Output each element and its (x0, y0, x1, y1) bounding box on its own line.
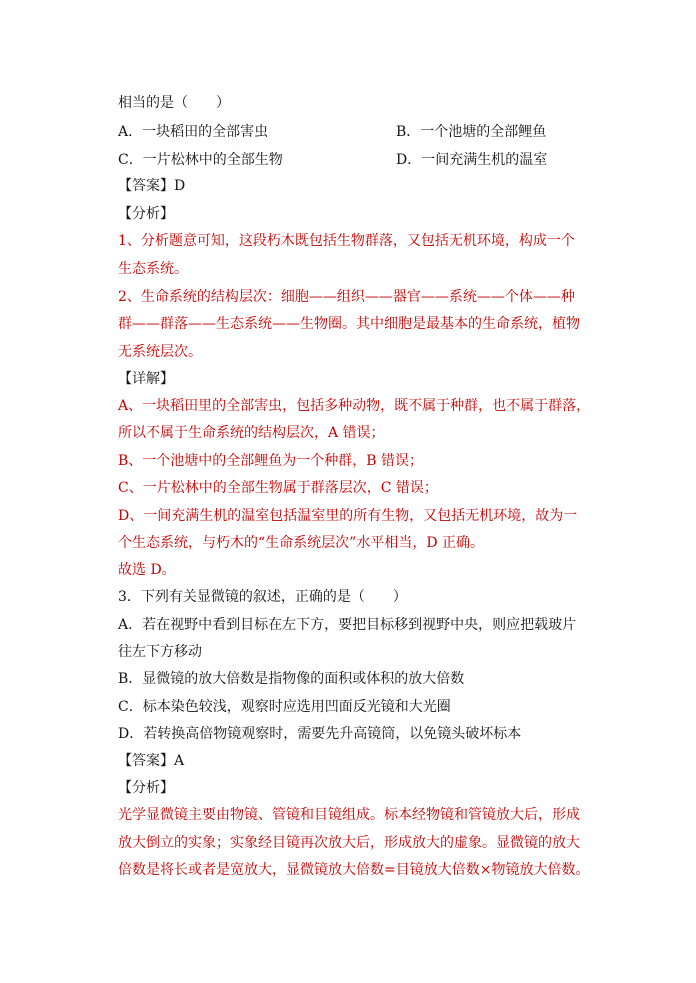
q2-analysis-1-line2: 生态系统。 (118, 261, 188, 277)
q3-analysis-heading: 【分析】 (118, 780, 174, 796)
q2-option-d: D．一间充满生机的温室 (396, 152, 548, 168)
q2-analysis-heading: 【分析】 (118, 206, 174, 222)
q2-detail-a-line2: 所以不属于生命系统的结构层次，A 错误； (118, 425, 385, 441)
q2-analysis-2-line1: 2、生命系统的结构层次：细胞——组织——器官——系统——个体——种 (118, 289, 575, 305)
q2-detail-heading: 【详解】 (118, 371, 174, 387)
q2-stem-tail: 相当的是（ ） (118, 95, 230, 111)
q2-answer: 【答案】D (118, 178, 186, 194)
q3-analysis-line1: 光学显微镜主要由物镜、管镜和目镜组成。标本经物镜和管镜放大后，形成 (118, 807, 580, 823)
q2-detail-c: C、一片松林中的全部生物属于群落层次，C 错误； (118, 480, 438, 496)
q3-answer: 【答案】A (118, 753, 185, 769)
q2-detail-d-line1: D、一间充满生机的温室包括温室里的所有生物，又包括无机环境，故为一 (118, 508, 578, 524)
q2-option-a: A．一块稻田的全部害虫 (118, 124, 269, 140)
q3-analysis-line2: 放大倒立的实象；实象经目镜再次放大后，形成放大的虚象。显微镜的放大 (118, 835, 580, 851)
q2-option-c: C．一片松林中的全部生物 (118, 152, 283, 168)
q3-option-a-line2: 往左下方移动 (118, 644, 202, 660)
q3-option-c: C．标本染色较浅，观察时应选用凹面反光镜和大光圈 (118, 699, 451, 715)
q2-option-b: B．一个池塘的全部鲤鱼 (396, 124, 547, 140)
q3-option-a-line1: A．若在视野中看到目标在左下方，要把目标移到视野中央，则应把载玻片 (118, 617, 577, 633)
q2-detail-a-line1: A、一块稻田里的全部害虫，包括多种动物，既不属于种群，也不属于群落， (118, 398, 591, 414)
q2-detail-d-line2: 个生态系统，与朽木的“生命系统层次”水平相当，D 正确。 (118, 535, 484, 551)
q3-analysis-line3: 倍数是将长或者是宽放大，显微镜放大倍数=目镜放大倍数×物镜放大倍数。 (118, 862, 590, 878)
q2-detail-b: B、一个池塘中的全部鲤鱼为一个种群，B 错误； (118, 453, 424, 469)
q3-option-b: B．显微镜的放大倍数是指物像的面积或体积的放大倍数 (118, 671, 465, 687)
q2-analysis-2-line2: 群——群落——生态系统——生物圈。其中细胞是最基本的生命系统，植物 (118, 316, 580, 332)
q3-stem: 3．下列有关显微镜的叙述，正确的是（ ） (118, 589, 407, 605)
q3-option-d: D．若转换高倍物镜观察时，需要先升高镜筒，以免镜头破坏标本 (118, 726, 522, 742)
q2-analysis-2-line3: 无系统层次。 (118, 344, 202, 360)
q2-analysis-1-line1: 1、分析题意可知，这段朽木既包括生物群落，又包括无机环境，构成一个 (118, 233, 575, 249)
q2-conclusion: 故选 D。 (118, 562, 176, 578)
